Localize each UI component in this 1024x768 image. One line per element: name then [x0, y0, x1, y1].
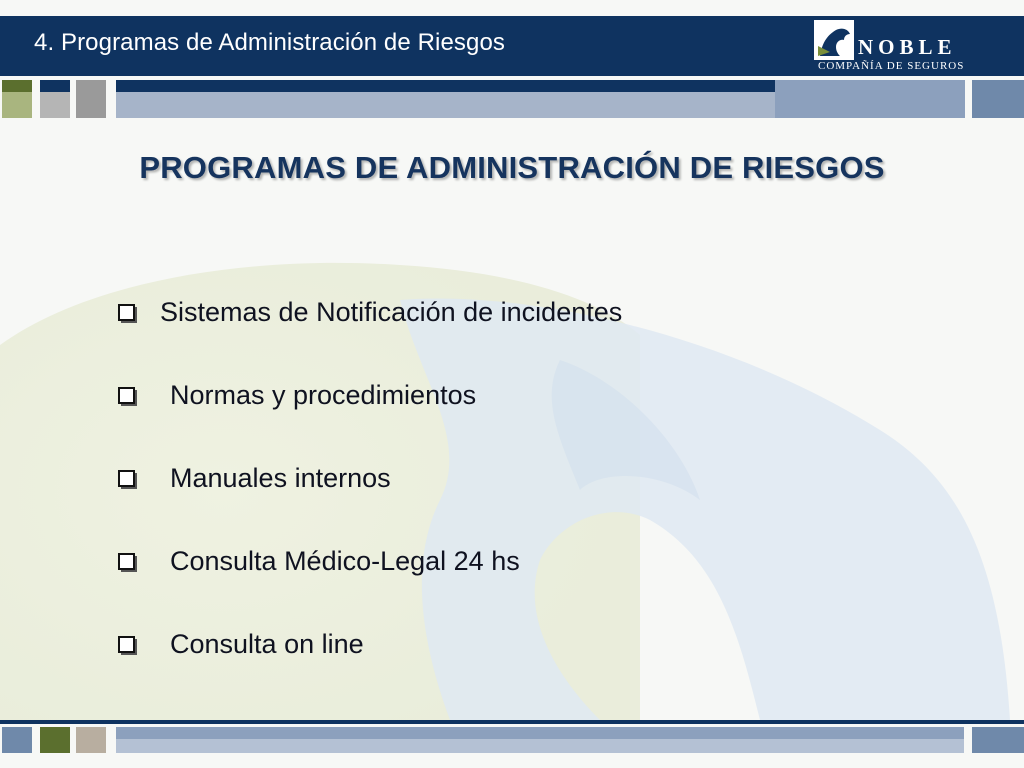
logo-wordmark: NOBLE: [858, 35, 957, 59]
checkbox-icon: [118, 470, 138, 490]
stripe-green-bottom: [40, 727, 70, 753]
stripe-blue-bottom-a: [2, 727, 32, 753]
bullet-text: Consulta on line: [170, 629, 364, 659]
stripe-blue-bottom-long: [116, 727, 964, 739]
stripe-gray-top-a: [40, 92, 70, 118]
stripe-green-light-top: [2, 92, 32, 118]
bullet-text: Consulta Médico-Legal 24 hs: [170, 546, 520, 576]
checkbox-icon: [118, 387, 138, 407]
stripe-navy-bottom-line: [0, 720, 1024, 724]
noble-logo: [812, 18, 972, 74]
stripe-navy-top: [40, 80, 70, 92]
stripe-blue-top-mid: [775, 80, 965, 118]
checkbox-icon: [118, 636, 138, 656]
checkbox-icon: [118, 553, 138, 573]
bullet-text: Sistemas de Notificación de incidentes: [160, 297, 623, 327]
bullet-text: Manuales internos: [170, 463, 391, 493]
stripe-blue-bottom-long-light: [116, 739, 964, 753]
stripe-blue-bottom-end: [972, 727, 1024, 753]
stripe-blue-top-end: [972, 80, 1024, 118]
slide-title: PROGRAMAS DE ADMINISTRACIÓN DE RIESGOS: [139, 150, 885, 185]
logo-tagline: COMPAÑÍA DE SEGUROS: [818, 60, 965, 72]
bullet-text: Normas y procedimientos: [170, 380, 477, 410]
checkbox-icon: [118, 304, 138, 324]
horse-head-icon: [814, 20, 854, 60]
stripe-gray-top-b: [76, 80, 106, 118]
header-title: 4. Programas de Administración de Riesgos: [34, 29, 505, 56]
stripe-green-top: [2, 80, 32, 92]
stripe-tan-bottom: [76, 727, 106, 753]
